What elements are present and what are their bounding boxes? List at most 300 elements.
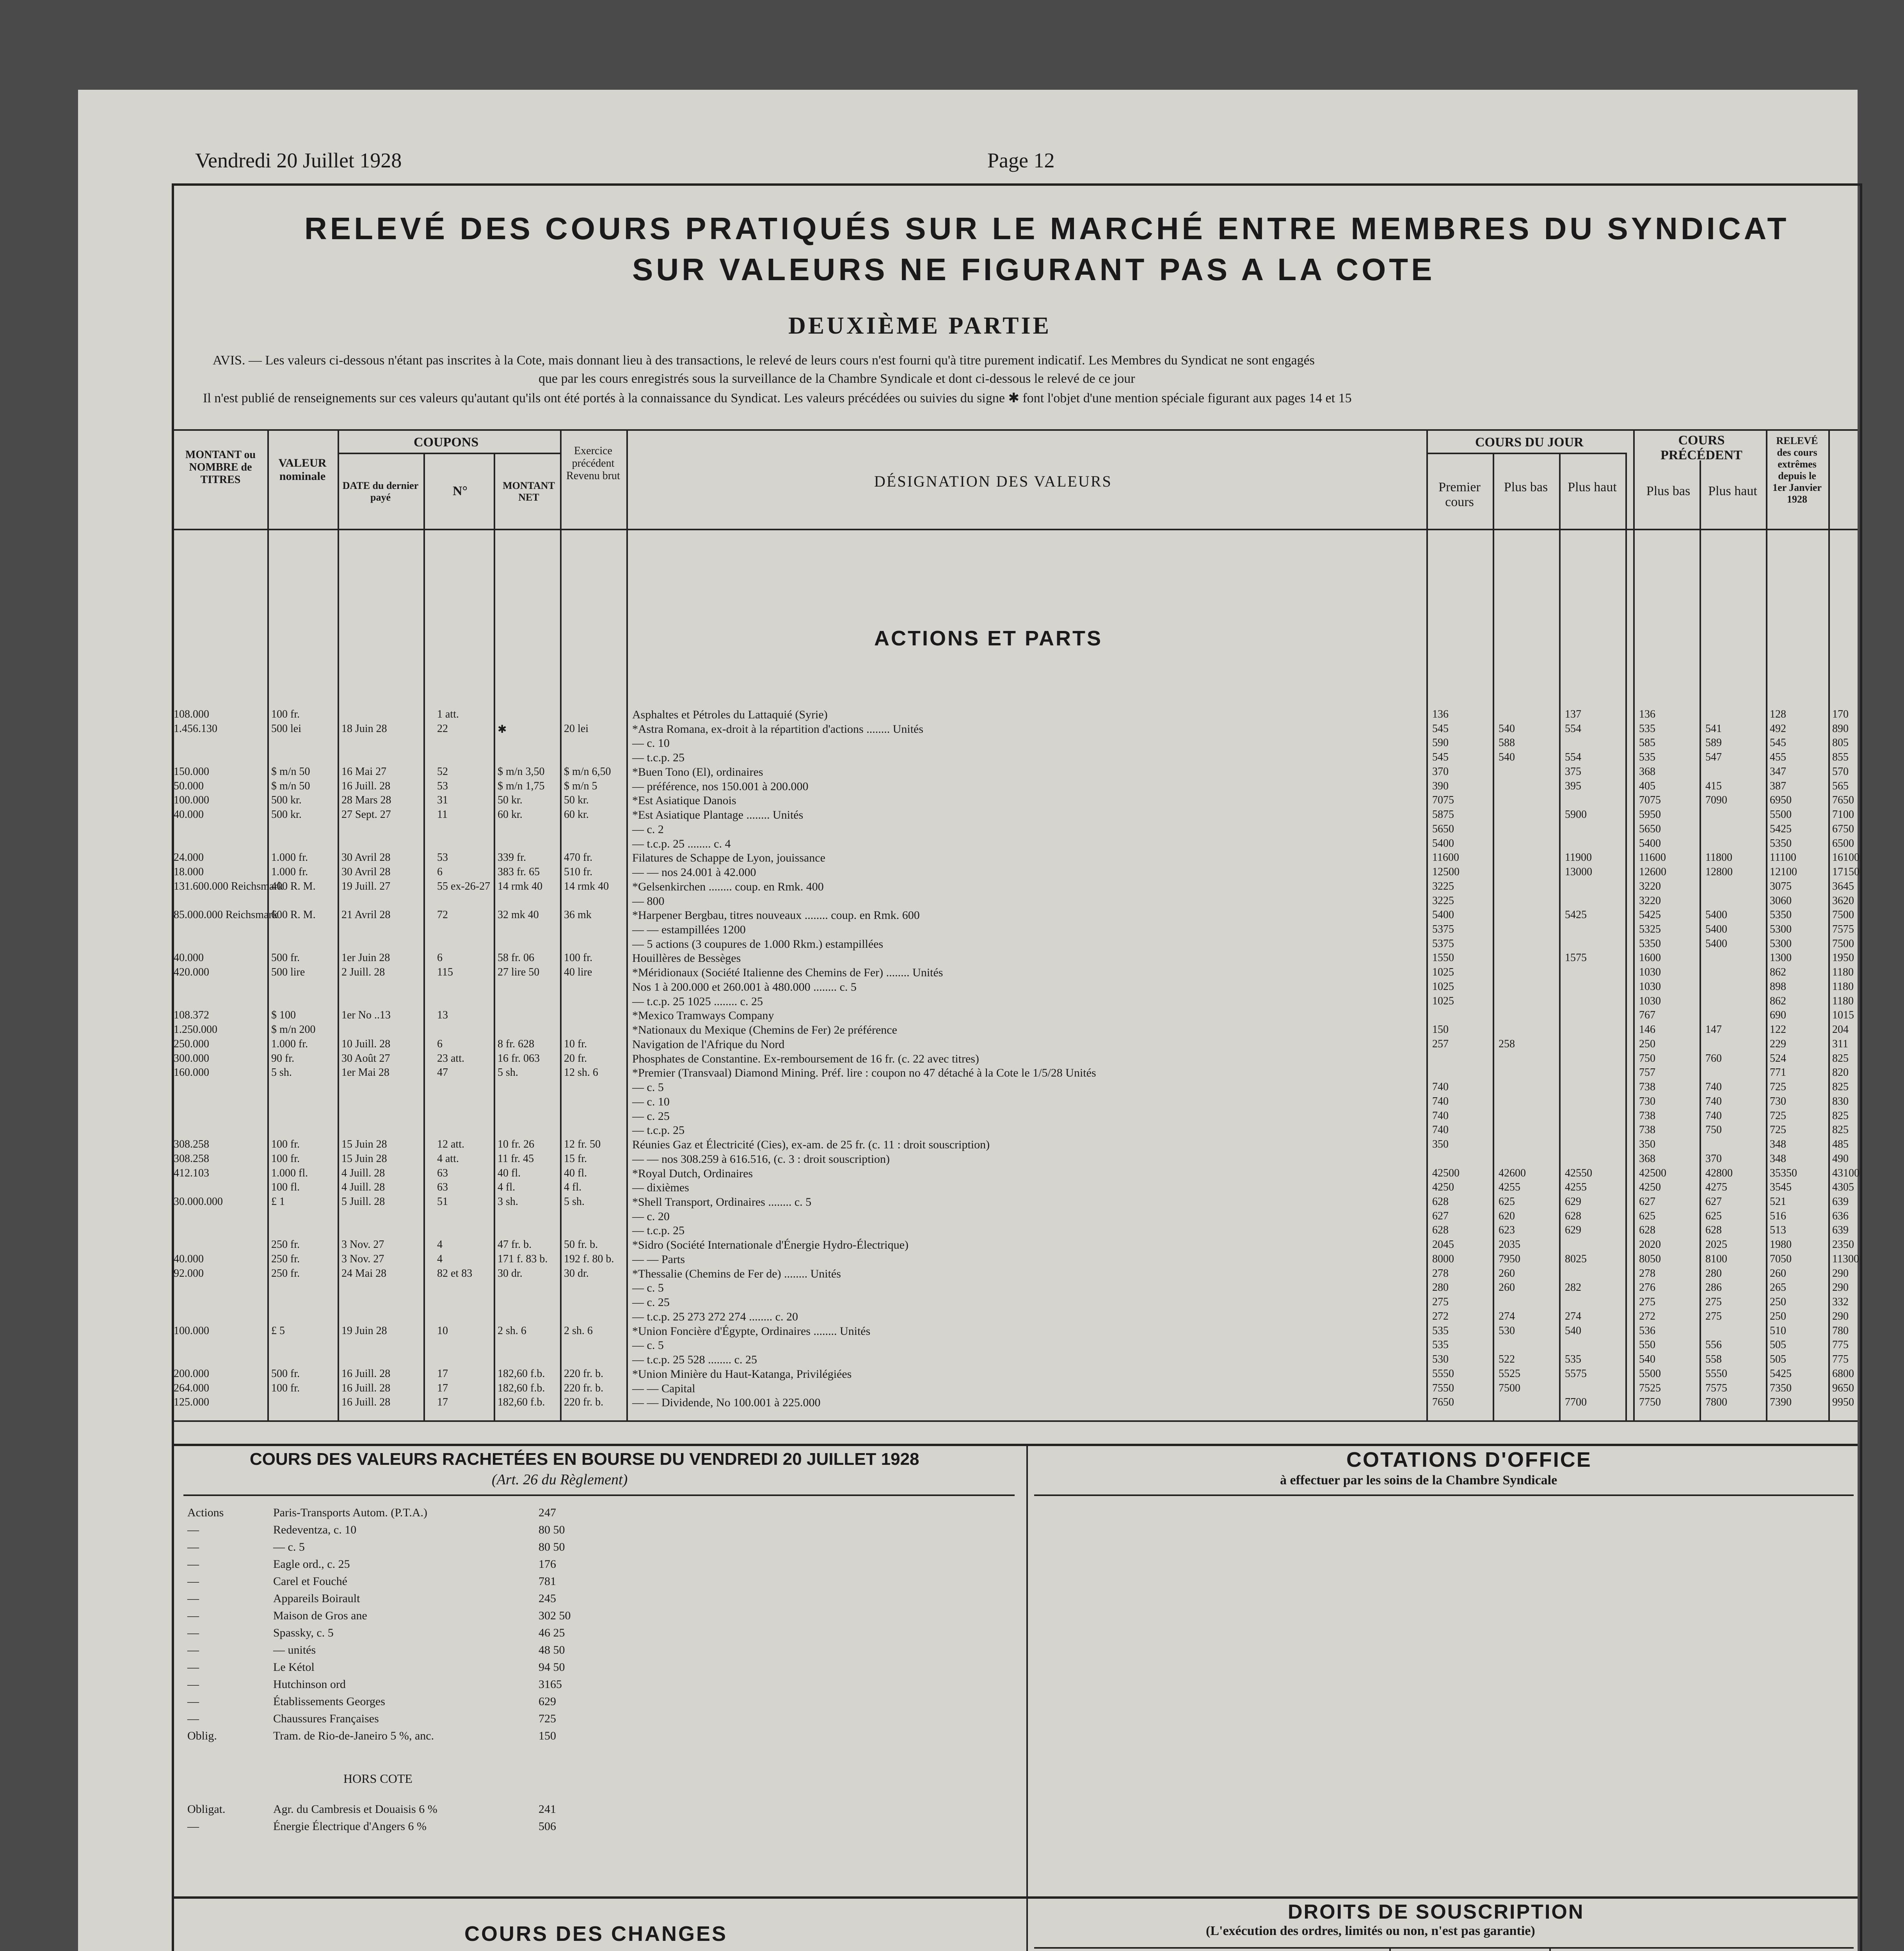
cell-r2: 290: [1832, 1267, 1849, 1279]
cell-d: 16 Juill. 28: [341, 780, 391, 792]
cell-c3: 274: [1565, 1310, 1581, 1322]
cell-c1: 278: [1432, 1267, 1449, 1279]
cell-des: Houillères de Bessèges: [632, 952, 741, 965]
cell-c2: 620: [1499, 1210, 1515, 1222]
cell-m: 125.000: [174, 1396, 209, 1408]
hors-kind: Obligat.: [187, 1803, 226, 1816]
cell-des: — t.c.p. 25: [632, 751, 685, 764]
rachetee-kind: —: [187, 1592, 199, 1605]
cell-des: Réunies Gaz et Électricité (Cies), ex-am. de 25 fr. (c. 11 : droit souscription): [632, 1138, 990, 1151]
cell-c2: 625: [1499, 1196, 1515, 1208]
cell-p1: 42500: [1639, 1167, 1666, 1179]
cell-v: 600 R. M.: [271, 909, 316, 921]
cell-r2: 2350: [1832, 1238, 1854, 1251]
cell-r2: 1015: [1832, 1009, 1854, 1021]
cell-d: 15 Juin 28: [341, 1153, 387, 1165]
cell-net: 8 fr. 628: [498, 1038, 535, 1050]
cell-ex: $ m/n 6,50: [564, 766, 611, 778]
rachetee-value: 94 50: [539, 1661, 565, 1674]
cell-r2: 825: [1832, 1110, 1849, 1122]
cell-n: 10: [437, 1325, 448, 1337]
rachetee-kind: —: [187, 1609, 199, 1622]
cell-c3: 137: [1565, 708, 1581, 720]
cell-r2: 17150: [1832, 866, 1860, 878]
cell-v: 1.000 fr.: [271, 851, 308, 864]
cell-des: *Gelsenkirchen ........ coup. en Rmk. 400: [632, 880, 824, 893]
cell-v: 500 kr.: [271, 794, 302, 806]
cell-des: *Royal Dutch, Ordinaires: [632, 1167, 753, 1180]
cell-r1: 5300: [1770, 938, 1792, 950]
cell-r1: 347: [1770, 766, 1786, 778]
cell-des: *Nationaux du Mexique (Chemins de Fer) 2e préférence: [632, 1023, 897, 1036]
col-cours-precedent: COURS PRÉCÉDENT: [1660, 433, 1742, 462]
cell-n: 53: [437, 851, 448, 864]
cell-des: — — Capital: [632, 1382, 695, 1395]
cell-des: — c. 5: [632, 1339, 664, 1352]
cell-des: — t.c.p. 25 528 ........ c. 25: [632, 1353, 757, 1366]
section-actions-title: ACTIONS ET PARTS: [874, 627, 1103, 650]
cell-v: 1.000 fl.: [271, 1167, 308, 1179]
rachetee-name: Maison de Gros ane: [273, 1609, 367, 1622]
cell-d: 16 Juill. 28: [341, 1396, 391, 1408]
cell-r2: 855: [1832, 751, 1849, 763]
cell-r2: 636: [1832, 1210, 1849, 1222]
cell-p2: 5400: [1705, 923, 1727, 935]
col-montant-net: MONTANT NET: [503, 480, 555, 503]
col-prec-haut: Plus haut: [1708, 484, 1757, 498]
cell-des: — c. 25: [632, 1110, 670, 1123]
cell-r2: 290: [1832, 1310, 1849, 1322]
cell-n: 4: [437, 1253, 443, 1265]
changes-title: COURS DES CHANGES: [464, 1922, 728, 1946]
rachetee-name: Spassky, c. 5: [273, 1626, 334, 1639]
cell-v: 250 fr.: [271, 1238, 300, 1251]
cell-c2: 540: [1499, 751, 1515, 763]
cell-des: — c. 5: [632, 1281, 664, 1294]
cell-p1: 625: [1639, 1210, 1655, 1222]
avis-line2: que par les cours enregistrés sous la surveillance de la Chambre Syndicale et dont ci-dessous le relevé de ce jour: [539, 371, 1135, 386]
rachetees-list: [187, 1506, 1007, 1877]
cell-p2: 42800: [1705, 1167, 1733, 1179]
cell-c1: 545: [1432, 751, 1449, 763]
cell-c3: 5900: [1565, 808, 1587, 821]
cell-p2: 558: [1705, 1353, 1722, 1365]
rachetee-kind: —: [187, 1661, 199, 1674]
cell-p2: 627: [1705, 1196, 1722, 1208]
cell-r1: 5425: [1770, 1368, 1792, 1380]
cell-ex: 15 fr.: [564, 1153, 587, 1165]
cell-des: — c. 10: [632, 1095, 670, 1108]
cell-n: 4 att.: [437, 1153, 459, 1165]
cell-v: 5 sh.: [271, 1066, 292, 1079]
cell-c3: 1575: [1565, 952, 1587, 964]
cell-m: 420.000: [174, 966, 209, 978]
cell-des: *Méridionaux (Société Italienne des Chemins de Fer) ........ Unités: [632, 966, 943, 979]
rachetee-kind: —: [187, 1626, 199, 1639]
cell-p1: 275: [1639, 1296, 1655, 1308]
rachetee-value: 46 25: [539, 1626, 565, 1639]
cell-ex: 50 fr. b.: [564, 1238, 598, 1251]
cell-p1: 8050: [1639, 1253, 1661, 1265]
cell-p1: 535: [1639, 723, 1655, 735]
cell-p1: 1030: [1639, 995, 1661, 1007]
hors-value: 506: [539, 1820, 556, 1833]
cell-v: 100 fr.: [271, 1382, 300, 1394]
hors-kind: —: [187, 1820, 199, 1833]
cell-d: 5 Juill. 28: [341, 1196, 385, 1208]
cell-p1: 585: [1639, 737, 1655, 749]
cell-c1: 7075: [1432, 794, 1454, 806]
cell-n: 12 att.: [437, 1138, 464, 1150]
cell-p1: 250: [1639, 1038, 1655, 1050]
cell-c1: 42500: [1432, 1167, 1460, 1179]
cell-net: 2 sh. 6: [498, 1325, 526, 1337]
cell-r1: 516: [1770, 1210, 1786, 1222]
cell-net: 182,60 f.b.: [498, 1368, 545, 1380]
cell-des: *Est Asiatique Plantage ........ Unités: [632, 808, 804, 821]
cell-p2: 556: [1705, 1339, 1722, 1351]
cell-p2: 7090: [1705, 794, 1727, 806]
cell-c1: 370: [1432, 766, 1449, 778]
cell-p2: 8100: [1705, 1253, 1727, 1265]
cell-r2: 490: [1832, 1153, 1849, 1165]
cell-r2: 805: [1832, 737, 1849, 749]
rachetee-name: Établissements Georges: [273, 1695, 385, 1708]
cell-net: ✱: [498, 723, 507, 736]
hors-name: Énergie Électrique d'Angers 6 %: [273, 1820, 427, 1833]
cell-p1: 540: [1639, 1353, 1655, 1365]
cell-r1: 505: [1770, 1339, 1786, 1351]
cell-r2: 43100: [1832, 1167, 1860, 1179]
cell-r2: 6750: [1832, 823, 1854, 835]
rachetee-kind: Oblig.: [187, 1729, 217, 1742]
col-coupons: COUPONS: [414, 435, 479, 450]
cell-m: 92.000: [174, 1267, 204, 1279]
cell-p2: 7800: [1705, 1396, 1727, 1408]
cell-m: 100.000: [174, 794, 209, 806]
cell-r1: 5350: [1770, 909, 1792, 921]
cell-d: 16 Juill. 28: [341, 1382, 391, 1394]
cell-n: 4: [437, 1238, 443, 1251]
rachetee-value: 80 50: [539, 1541, 565, 1553]
cell-r2: 170: [1832, 708, 1849, 720]
cell-v: 100 fr.: [271, 1138, 300, 1150]
cell-m: 250.000: [174, 1038, 209, 1050]
cell-des: — dixièmes: [632, 1181, 689, 1194]
cell-p1: 405: [1639, 780, 1655, 792]
col-valeur: VALEUR nominale: [278, 457, 327, 483]
cell-v: 400 R. M.: [271, 880, 316, 892]
rachetee-name: Appareils Boirault: [273, 1592, 360, 1605]
cell-r2: 890: [1832, 723, 1849, 735]
cell-c1: 2045: [1432, 1238, 1454, 1251]
cell-p1: 1030: [1639, 981, 1661, 993]
cell-ex: 20 lei: [564, 723, 588, 735]
cell-c3: 4255: [1565, 1181, 1587, 1193]
cell-des: — c. 20: [632, 1210, 670, 1223]
cell-r1: 898: [1770, 981, 1786, 993]
cell-r1: 387: [1770, 780, 1786, 792]
cell-des: — t.c.p. 25: [632, 1124, 685, 1137]
cell-p2: 5550: [1705, 1368, 1727, 1380]
cell-c1: 1025: [1432, 981, 1454, 993]
cell-d: 1er Juin 28: [341, 952, 390, 964]
cell-p1: 738: [1639, 1081, 1655, 1093]
cell-c1: 150: [1432, 1023, 1449, 1036]
rachetees-title: COURS DES VALEURS RACHETÉES EN BOURSE DU VENDREDI 20 JUILLET 1928: [250, 1450, 919, 1469]
rachetees-subtitle: (Art. 26 du Règlement): [492, 1471, 628, 1488]
cell-c1: 1550: [1432, 952, 1454, 964]
hors-value: 241: [539, 1803, 556, 1816]
cell-c3: 554: [1565, 723, 1581, 735]
cell-r1: 505: [1770, 1353, 1786, 1365]
cell-c1: 3225: [1432, 895, 1454, 907]
cell-v: 90 fr.: [271, 1052, 295, 1064]
cell-c1: 7550: [1432, 1382, 1454, 1394]
cell-r1: 7050: [1770, 1253, 1792, 1265]
col-numero: N°: [453, 484, 468, 498]
cell-r2: 6500: [1832, 837, 1854, 849]
cell-p1: 730: [1639, 1095, 1655, 1107]
rachetee-name: Eagle ord., c. 25: [273, 1558, 350, 1571]
cell-net: $ m/n 3,50: [498, 766, 545, 778]
rachetee-value: 781: [539, 1575, 556, 1588]
cell-d: 10 Juill. 28: [341, 1038, 391, 1050]
cell-r2: 639: [1832, 1196, 1849, 1208]
cell-c3: 629: [1565, 1224, 1581, 1236]
cell-r2: 311: [1832, 1038, 1848, 1050]
cell-n: 1 att.: [437, 708, 459, 720]
cell-p1: 12600: [1639, 866, 1666, 878]
rachetee-name: Chaussures Françaises: [273, 1712, 379, 1725]
cell-net: $ m/n 1,75: [498, 780, 545, 792]
cell-p1: 5650: [1639, 823, 1661, 835]
cell-ex: 192 f. 80 b.: [564, 1253, 614, 1265]
cell-r1: 690: [1770, 1009, 1786, 1021]
cell-c1: 8000: [1432, 1253, 1454, 1265]
col-releve: RELEVÉ des cours extrêmes depuis le 1er Janvier 1928: [1772, 435, 1822, 505]
cell-n: 115: [437, 966, 453, 978]
rachetee-name: Paris-Transports Autom. (P.T.A.): [273, 1506, 428, 1519]
cell-r1: 524: [1770, 1052, 1786, 1064]
cell-des: — — nos 308.259 à 616.516, (c. 3 : droit souscription): [632, 1153, 890, 1166]
cell-n: 51: [437, 1196, 448, 1208]
rachetee-name: — c. 5: [273, 1541, 305, 1553]
cell-des: — t.c.p. 25 1025 ........ c. 25: [632, 995, 763, 1008]
cell-r1: 521: [1770, 1196, 1786, 1208]
cell-r1: 3075: [1770, 880, 1792, 892]
cell-p1: 136: [1639, 708, 1655, 720]
cell-c1: 136: [1432, 708, 1449, 720]
cell-m: 108.372: [174, 1009, 209, 1021]
cell-p1: 276: [1639, 1281, 1655, 1294]
cell-des: — c. 5: [632, 1081, 664, 1094]
cell-d: 16 Mai 27: [341, 766, 387, 778]
cell-c2: 42600: [1499, 1167, 1526, 1179]
cell-c1: 530: [1432, 1353, 1449, 1365]
cell-des: — t.c.p. 25 ........ c. 4: [632, 837, 731, 850]
cell-net: 5 sh.: [498, 1066, 518, 1079]
cell-c3: 5425: [1565, 909, 1587, 921]
cell-m: 264.000: [174, 1382, 209, 1394]
cell-n: 6: [437, 866, 443, 878]
cell-d: 1er No ..13: [341, 1009, 391, 1021]
cell-c3: 13000: [1565, 866, 1592, 878]
cell-r2: 7650: [1832, 794, 1854, 806]
cell-r2: 780: [1832, 1325, 1849, 1337]
cell-p1: 272: [1639, 1310, 1655, 1322]
cell-n: 47: [437, 1066, 448, 1079]
cell-d: 18 Juin 28: [341, 723, 387, 735]
cell-net: 30 dr.: [498, 1267, 523, 1279]
rachetee-kind: —: [187, 1712, 199, 1725]
cell-net: 60 kr.: [498, 808, 523, 821]
cell-c1: 5400: [1432, 837, 1454, 849]
cell-c1: 5550: [1432, 1368, 1454, 1380]
cell-c2: 5525: [1499, 1368, 1520, 1380]
cell-r1: 35350: [1770, 1167, 1797, 1179]
cell-d: 27 Sept. 27: [341, 808, 391, 821]
rachetee-value: 725: [539, 1712, 556, 1725]
cell-p2: 147: [1705, 1023, 1722, 1036]
cell-c2: 2035: [1499, 1238, 1520, 1251]
cell-p1: 146: [1639, 1023, 1655, 1036]
rachetee-value: 247: [539, 1506, 556, 1519]
cell-n: 11: [437, 808, 448, 821]
cell-r2: 9950: [1832, 1396, 1854, 1408]
cell-net: 3 sh.: [498, 1196, 518, 1208]
col-montant: MONTANT ou NOMBRE de TITRES: [185, 449, 256, 486]
rachetee-value: 150: [539, 1729, 556, 1742]
cell-n: 6: [437, 1038, 443, 1050]
cell-r1: 1300: [1770, 952, 1792, 964]
col-prec-bas: Plus bas: [1646, 484, 1691, 498]
cell-p1: 628: [1639, 1224, 1655, 1236]
cell-c1: 272: [1432, 1310, 1449, 1322]
cell-p1: 535: [1639, 751, 1655, 763]
cell-m: 300.000: [174, 1052, 209, 1064]
title-line2: SUR VALEURS NE FIGURANT PAS A LA COTE: [632, 252, 1435, 287]
cell-v: 500 lire: [271, 966, 305, 978]
cell-p2: 625: [1705, 1210, 1722, 1222]
cell-r2: 7500: [1832, 938, 1854, 950]
cell-p2: 547: [1705, 751, 1722, 763]
cell-des: *Est Asiatique Danois: [632, 794, 736, 807]
cell-ex: 2 sh. 6: [564, 1325, 593, 1337]
cell-v: 100 fl.: [271, 1181, 300, 1193]
cell-m: 308.258: [174, 1153, 209, 1165]
cell-d: 19 Juill. 27: [341, 880, 391, 892]
cell-c1: 5650: [1432, 823, 1454, 835]
cell-ex: 40 lire: [564, 966, 592, 978]
cell-p2: 275: [1705, 1296, 1722, 1308]
cell-ex: 50 kr.: [564, 794, 589, 806]
cell-p2: 286: [1705, 1281, 1722, 1294]
rachetee-kind: Actions: [187, 1506, 224, 1519]
cell-p1: 750: [1639, 1052, 1655, 1064]
cell-ex: 470 fr.: [564, 851, 593, 864]
cell-p1: 7075: [1639, 794, 1661, 806]
cell-m: 412.103: [174, 1167, 209, 1179]
cell-m: 1.250.000: [174, 1023, 217, 1036]
cell-ex: 14 rmk 40: [564, 880, 609, 892]
cell-m: 100.000: [174, 1325, 209, 1337]
cell-ex: 220 fr. b.: [564, 1396, 604, 1408]
rachetee-kind: —: [187, 1678, 199, 1691]
cell-des: — 800: [632, 895, 665, 908]
cell-c1: 4250: [1432, 1181, 1454, 1193]
cell-net: 383 fr. 65: [498, 866, 540, 878]
cell-p1: 7525: [1639, 1382, 1661, 1394]
cell-r2: 6800: [1832, 1368, 1854, 1380]
rachetee-kind: —: [187, 1644, 199, 1656]
cell-r1: 771: [1770, 1066, 1786, 1079]
cell-v: 500 fr.: [271, 1368, 300, 1380]
cell-des: *Harpener Bergbau, titres nouveaux ........ coup. en Rmk. 600: [632, 909, 920, 922]
cell-p1: 11600: [1639, 851, 1666, 864]
cell-r2: 3620: [1832, 895, 1854, 907]
rachetee-value: 3165: [539, 1678, 562, 1691]
cell-des: *Union Foncière d'Égypte, Ordinaires ........ Unités: [632, 1325, 871, 1338]
cell-c1: 740: [1432, 1095, 1449, 1107]
cell-net: 50 kr.: [498, 794, 523, 806]
cell-r1: 862: [1770, 995, 1786, 1007]
rachetee-name: Hutchinson ord: [273, 1678, 346, 1691]
cell-c1: 628: [1432, 1224, 1449, 1236]
cell-r1: 5350: [1770, 837, 1792, 849]
cell-r1: 725: [1770, 1110, 1786, 1122]
cell-r1: 265: [1770, 1281, 1786, 1294]
cell-p1: 3220: [1639, 895, 1661, 907]
cell-ex: 220 fr. b.: [564, 1368, 604, 1380]
cell-r1: 3545: [1770, 1181, 1792, 1193]
cell-r1: 122: [1770, 1023, 1786, 1036]
actions-rows: [172, 708, 1858, 1411]
cell-r2: 775: [1832, 1353, 1849, 1365]
cell-r1: 6950: [1770, 794, 1792, 806]
cell-des: — — nos 24.001 à 42.000: [632, 866, 756, 879]
cell-ex: 12 sh. 6: [564, 1066, 598, 1079]
cell-v: 1.000 fr.: [271, 866, 308, 878]
cell-p1: 738: [1639, 1124, 1655, 1136]
cell-r2: 1180: [1832, 995, 1854, 1007]
cell-c1: 535: [1432, 1325, 1449, 1337]
cell-n: 63: [437, 1181, 448, 1193]
cell-d: 28 Mars 28: [341, 794, 391, 806]
cell-v: 500 lei: [271, 723, 301, 735]
cell-r1: 5300: [1770, 923, 1792, 935]
cell-r1: 7350: [1770, 1382, 1792, 1394]
rachetee-kind: —: [187, 1523, 199, 1536]
page-number: Page 12: [987, 149, 1055, 172]
cell-c3: 375: [1565, 766, 1581, 778]
cell-c1: 7650: [1432, 1396, 1454, 1408]
cell-r2: 825: [1832, 1124, 1849, 1136]
cell-r2: 7575: [1832, 923, 1854, 935]
col-designation: DÉSIGNATION DES VALEURS: [874, 473, 1112, 490]
cell-m: 40.000: [174, 1253, 204, 1265]
cell-v: $ m/n 200: [271, 1023, 316, 1036]
cell-p1: 2020: [1639, 1238, 1661, 1251]
cell-d: 4 Juill. 28: [341, 1181, 385, 1193]
cell-p2: 740: [1705, 1095, 1722, 1107]
cell-n: 17: [437, 1382, 448, 1394]
rachetee-kind: —: [187, 1541, 199, 1553]
cell-p2: 5400: [1705, 909, 1727, 921]
cell-c2: 588: [1499, 737, 1515, 749]
cell-p2: 415: [1705, 780, 1722, 792]
cell-n: 82 et 83: [437, 1267, 473, 1279]
